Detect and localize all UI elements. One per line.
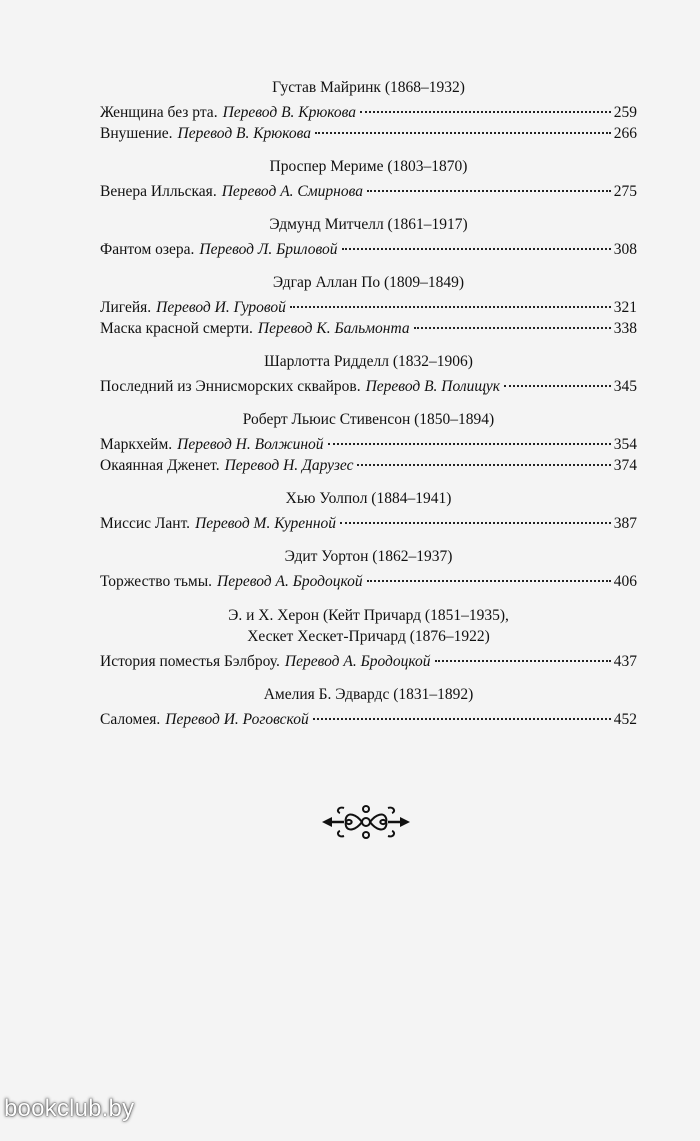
translator-credit: Перевод А. Бродоцкой [284,653,431,670]
translator-credit: Перевод М. Куренной [195,515,337,532]
dot-leader [357,464,610,466]
page-number: 387 [613,515,637,532]
author-heading [100,605,637,647]
toc-entry [100,376,637,397]
translator-credit: Перевод В. Крюкова [177,125,312,142]
author-heading [100,489,637,509]
page-number: 266 [613,125,637,142]
author-heading [100,215,637,235]
dot-leader [367,580,611,582]
toc-entry [100,709,637,730]
story-title: Венера Илльская. [100,183,217,200]
toc-entry [100,181,637,202]
toc-entry [100,651,637,672]
dot-leader [313,718,611,720]
story-title: Фантом озера. [100,241,195,258]
author-heading [100,410,637,430]
story-title: Последний из Эннисморских сквайров. [100,378,361,395]
toc-entry [100,455,637,476]
toc-entry [100,297,637,318]
author-heading-line: Густав Майринк (1868–1932) [272,79,465,96]
author-heading-line: Хью Уолпол (1884–1941) [285,490,452,507]
toc-entry [100,239,637,260]
flourish-ornament-icon [318,800,414,844]
page-number: 338 [613,320,637,337]
translator-credit: Перевод К. Бальмонта [257,320,410,337]
author-heading-line: Хескет Хескет-Причард (1876–1922) [247,628,490,645]
dot-leader [360,111,611,113]
author-heading [100,273,637,293]
dot-leader [414,327,611,329]
story-title: История поместья Бэлброу. [100,653,280,670]
site-watermark: bookclub.by [4,1095,135,1122]
story-title: Маркхейм. [100,436,173,453]
author-heading-line: Шарлотта Ридделл (1832–1906) [264,353,473,370]
author-heading-line: Амелия Б. Эдвардс (1831–1892) [263,686,474,703]
page-number: 406 [613,573,637,590]
page-number: 321 [613,299,637,316]
dot-leader [367,190,611,192]
story-title: Торжество тьмы. [100,573,213,590]
story-title: Саломея. [100,711,161,728]
page-number: 308 [613,241,637,258]
toc-entry [100,102,637,123]
translator-credit: Перевод А. Смирнова [221,183,363,200]
dot-leader [504,385,611,387]
author-heading [100,78,637,98]
dot-leader [340,522,611,524]
author-heading-line: Эдгар Аллан По (1809–1849) [272,274,465,291]
page-number: 345 [613,378,637,395]
author-heading [100,547,637,567]
translator-credit: Перевод Н. Волжиной [177,436,324,453]
author-heading-line: Эдит Уортон (1862–1937) [284,548,453,565]
page-number: 374 [613,457,637,474]
story-title: Маска красной смерти. [100,320,253,337]
story-title: Женщина без рта. [100,104,218,121]
author-heading [100,685,637,705]
story-title: Окаянная Дженет. [100,457,220,474]
page-number: 259 [613,104,637,121]
page-number: 437 [613,653,637,670]
toc-entry [100,513,637,534]
author-heading [100,157,637,177]
page-number: 452 [613,711,637,728]
translator-credit: Перевод Н. Дарузес [224,457,354,474]
toc-entry [100,434,637,455]
translator-credit: Перевод Л. Бриловой [199,241,338,258]
story-title: Внушение. [100,125,173,142]
author-heading [100,352,637,372]
toc-entry [100,571,637,592]
dot-leader [315,132,611,134]
dot-leader [435,660,611,662]
story-title: Миссис Лант. [100,515,191,532]
table-of-contents [100,78,637,730]
toc-entry [100,318,637,339]
translator-credit: Перевод В. Полищук [365,378,500,395]
author-heading-line: Роберт Льюис Стивенсон (1850–1894) [242,411,495,428]
story-title: Лигейя. [100,299,152,316]
translator-credit: Перевод В. Крюкова [222,104,357,121]
page-number: 354 [613,436,637,453]
toc-entry [100,123,637,144]
dot-leader [290,306,611,308]
dot-leader [342,248,611,250]
author-heading-line: Проспер Мериме (1803–1870) [269,158,468,175]
translator-credit: Перевод А. Бродоцкой [217,573,363,590]
translator-credit: Перевод И. Роговской [165,711,309,728]
author-heading-line: Э. и Х. Херон (Кейт Причард (1851–1935), [228,607,509,624]
page-number: 275 [613,183,637,200]
dot-leader [328,443,611,445]
author-heading-line: Эдмунд Митчелл (1861–1917) [269,216,468,233]
translator-credit: Перевод И. Гуровой [156,299,286,316]
